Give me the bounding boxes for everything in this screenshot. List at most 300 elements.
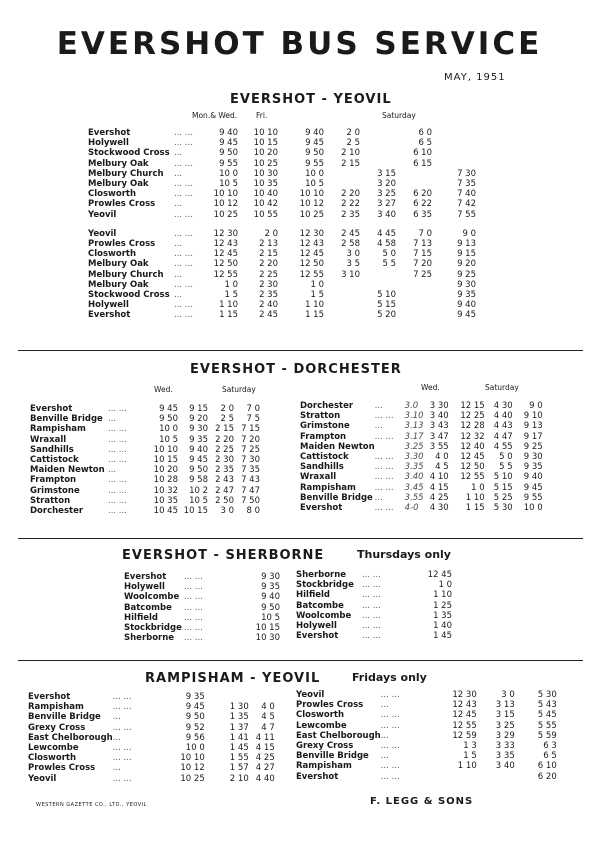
departure-time: 9 55 [523,492,543,503]
departure-time: 4 55 [493,441,513,452]
table-row [28,723,275,733]
stop-name: Stratton [300,411,341,422]
departure-time: 9 50 [261,602,280,613]
leader-dots: ... [174,199,183,210]
departure-time: 4 15 [429,482,449,493]
stop-name: Evershot [88,310,131,321]
departure-time [432,148,476,158]
leader-dots: ... ... [108,485,127,496]
departure-time: 10 42 [253,199,278,210]
departure-time: 1 35 [229,712,249,723]
departure-time: 2 0 [346,128,360,138]
departure-time: 9 45 [457,310,476,321]
departure-time: 9 35 [261,582,280,593]
table-row [296,731,557,741]
departure-time: 1 15 [465,503,485,514]
timetable-rampisham-yeovil-return [296,690,557,782]
handwritten-time: 3.55 [404,492,424,503]
stop-name: Melbury Oak [88,179,149,190]
departure-time: 3 0 [501,690,515,700]
departure-time: 2 15 [215,424,234,435]
departure-time: 12 45 [460,452,485,463]
table-row [88,259,476,269]
departure-time: 7 15 [413,249,432,260]
handwritten-time: 3.25 [404,441,424,452]
stop-name: Holywell [124,582,165,593]
departure-time: 5 45 [537,710,557,721]
table-row [28,702,275,712]
leader-dots: ... ... [174,300,193,311]
handwritten-time: 3.45 [404,482,424,493]
departure-time: 3 15 [377,168,396,179]
leader-dots: ... ... [184,612,203,623]
stop-name: Closworth [88,189,137,200]
table-row [30,435,260,445]
leader-dots: ... ... [174,228,193,239]
departure-time: 9 58 [189,475,208,486]
leader-dots: ... ... [174,128,193,138]
table-row [300,442,543,452]
table-row [88,128,476,138]
handwritten-time: 3.10 [404,411,424,422]
departure-time: 6 5 [543,751,557,762]
departure-time: 10 0 [185,743,205,754]
departure-time [396,310,432,320]
departure-time: 9 15 [189,404,208,414]
departure-time: 2 40 [259,300,278,311]
departure-time: 5 30 [493,503,513,514]
stop-name: Benville Bridge [296,751,369,762]
departure-time: 9 15 [457,249,476,260]
table-row [296,700,557,710]
departure-time: 6 5 [418,138,432,149]
stop-name: Rampisham [28,702,84,713]
table-row [124,633,280,643]
departure-time: 12 45 [452,710,477,721]
departure-time: 2 50 [215,495,234,506]
table-row [296,611,452,621]
table-row [30,486,260,496]
departure-time: 5 10 [493,472,513,483]
departure-time: 10 10 [213,189,238,200]
stop-name: Closworth [296,710,345,721]
stop-name: Closworth [28,753,77,764]
stop-name: Evershot [296,771,339,782]
stop-name: Grimstone [300,421,350,432]
leader-dots: ... ... [174,310,193,321]
departure-time: 2 5 [346,138,360,149]
table-row [28,774,275,784]
table-row [88,229,476,239]
departure-time [360,128,396,138]
departure-time: 1 5 [224,290,238,301]
departure-time: 12 45 [213,249,238,260]
departure-time: 7 40 [457,189,476,200]
departure-time [249,692,275,702]
departure-time: 10 5 [305,179,324,190]
leader-dots: ... ... [174,209,193,220]
departure-time: 1 0 [438,580,452,591]
leader-dots: ... ... [174,279,193,290]
departure-time: 3 25 [495,720,515,731]
departure-time: 10 32 [153,485,178,496]
leader-dots: ... ... [108,404,127,414]
leader-dots: ... ... [374,431,394,442]
departure-time: 10 0 [523,503,543,514]
departure-time: 2 58 [341,239,360,250]
table-row [296,741,557,751]
departure-time: 5 30 [537,690,557,700]
departure-time: 10 10 [253,128,278,138]
table-row [124,582,280,592]
departure-time [396,290,432,300]
departure-time: 3 15 [495,710,515,721]
stop-name: Stockwood Cross [88,290,170,301]
leader-dots: ... [112,732,121,743]
stop-name: Rampisham [30,424,86,435]
stop-name: Evershot [296,631,339,642]
departure-time: 1 30 [229,702,249,713]
table-row [88,179,476,189]
leader-dots: ... ... [380,710,400,721]
stop-name: Lewcombe [28,743,79,754]
departure-time: 3 40 [429,411,449,422]
departure-time: 2 43 [215,475,234,486]
departure-time: 10 0 [305,168,324,179]
leader-dots: ... ... [184,623,203,634]
departure-time: 9 30 [523,452,543,463]
leader-dots: ... [374,492,383,503]
departure-time [396,179,432,189]
departure-time: 5 15 [377,300,396,311]
departure-time: 9 35 [457,290,476,301]
departure-time: 9 0 [462,228,476,239]
table-row [30,475,260,485]
departure-time: 9 55 [305,158,324,169]
departure-time: 10 20 [153,465,178,476]
departure-time: 12 43 [299,239,324,250]
departure-time: 5 25 [493,492,513,503]
leader-dots: ... ... [374,503,394,514]
table-row [88,239,476,249]
departure-time: 4 0 [261,702,275,713]
table-row [88,280,476,290]
departure-time [396,300,432,310]
departure-time: 2 45 [341,228,360,239]
stop-name: Cattistock [300,452,349,463]
timetable-evershot-yeovil [88,128,476,321]
handwritten-time: 3.30 [404,452,424,463]
table-row [300,483,543,493]
departure-time: 2 5 [220,414,234,425]
departure-time: 7 25 [241,444,260,455]
departure-time: 3 20 [377,179,396,190]
departure-time: 1 45 [229,743,249,754]
departure-time: 1 10 [433,590,452,601]
stop-name: Woolcombe [296,610,352,621]
departure-time [324,310,360,320]
stop-name: Wraxall [300,472,337,483]
departure-time: 2 10 [229,773,249,784]
departure-time: 10 55 [253,209,278,220]
leader-dots: ... ... [112,692,132,702]
row-spacer [88,220,476,229]
departure-time: 1 37 [229,722,249,733]
departure-time: 2 35 [215,465,234,476]
departure-time: 4 7 [261,722,275,733]
departure-time: 3 0 [220,506,234,517]
stop-name: Sandhills [300,462,344,473]
table-row [88,300,476,310]
departure-time: 10 0 [159,424,178,435]
departure-time: 4 58 [377,239,396,250]
stop-name: Hilfield [124,612,159,623]
table-row [296,751,557,761]
departure-time: 9 13 [457,239,476,250]
departure-time: 5 55 [537,720,557,731]
leader-dots: ... ... [174,158,193,169]
departure-time: 10 12 [299,199,324,210]
departure-time: 3 40 [495,761,515,772]
departure-time: 1 25 [433,600,452,611]
departure-time: 9 35 [189,434,208,445]
table-row [88,199,476,209]
departure-time: 2 35 [259,290,278,301]
stop-name: Melbury Church [88,269,164,280]
leader-dots: ... ... [380,771,400,782]
stop-name: Stockbridge [296,580,354,591]
departure-time: 10 15 [253,138,278,149]
departure-time: 10 10 [180,753,205,764]
stop-name: Frampton [30,475,77,486]
departure-time: 4 5 [261,712,275,723]
departure-time [324,280,360,290]
handwritten-time: 3.13 [404,421,424,432]
departure-time: 9 50 [159,414,178,425]
departure-time: 12 59 [452,730,477,741]
stop-name: Dorchester [300,401,354,411]
timetable-evershot-dorchester-return [300,401,543,513]
leader-dots: ... [174,269,183,280]
table-row [300,503,543,513]
stop-name: Prowles Cross [296,700,364,711]
departure-time [360,138,396,148]
departure-time: 3 25 [377,189,396,200]
departure-time: 2 47 [215,485,234,496]
departure-time: 2 13 [259,239,278,250]
table-row [296,710,557,720]
table-row [124,603,280,613]
leader-dots: ... ... [108,434,127,445]
departure-time: 1 10 [219,300,238,311]
departure-time: 3 29 [495,730,515,741]
departure-time: 9 45 [523,482,543,493]
departure-time: 12 55 [460,472,485,483]
departure-time: 9 40 [219,128,238,138]
stop-name: Cattistock [30,455,79,466]
departure-time: 9 40 [305,128,324,138]
departure-time [205,692,249,702]
departure-time: 9 30 [261,572,280,582]
departure-time: 10 45 [153,506,178,517]
departure-time: 7 25 [413,269,432,280]
leader-dots: ... ... [174,249,193,260]
stop-name: Evershot [28,692,71,702]
departure-time: 12 43 [213,239,238,250]
departure-time: 10 40 [253,189,278,200]
leader-dots: ... ... [174,189,193,200]
leader-dots: ... ... [174,179,193,190]
departure-time: 3 0 [346,249,360,260]
departure-time [432,128,476,138]
section-heading-evershot-yeovil: EVERSHOT - YEOVIL [230,92,392,107]
stop-name: Evershot [30,404,73,414]
leader-dots: ... ... [112,702,132,713]
departure-time: 3 33 [495,741,515,752]
leader-dots: ... ... [380,741,400,752]
departure-time: 2 0 [264,228,278,239]
table-row [88,249,476,259]
departure-time: 10 25 [213,209,238,220]
departure-time: 12 40 [460,441,485,452]
leader-dots: ... ... [374,452,394,463]
departure-time: 10 10 [153,444,178,455]
leader-dots: ... [174,239,183,250]
departure-time: 2 20 [215,434,234,445]
departure-time: 5 5 [499,462,513,473]
departure-time: 2 20 [341,189,360,200]
departure-time: 6 10 [537,761,557,772]
departure-time: 1 5 [310,290,324,301]
departure-time [360,148,396,158]
departure-time: 10 28 [153,475,178,486]
departure-time: 1 10 [465,492,485,503]
departure-time: 1 0 [310,279,324,290]
departure-time [360,280,396,290]
table-row [300,452,543,462]
departure-time: 9 45 [189,455,208,466]
departure-time: 7 20 [241,434,260,445]
departure-time: 3 27 [377,199,396,210]
departure-time: 3 55 [429,441,449,452]
timetable-evershot-sherborne-return [296,570,452,641]
departure-time: 3 10 [341,269,360,280]
section-note-thursdays: Thursdays only [357,548,451,561]
departure-time: 1 35 [433,610,452,621]
departure-time: 4 30 [493,401,513,411]
stop-name: Rampisham [296,761,352,772]
departure-time: 1 10 [457,761,477,772]
stop-name: Frampton [300,431,347,442]
section-heading-evershot-sherborne: EVERSHOT - SHERBORNE [122,548,325,563]
stop-name: Prowles Cross [88,199,156,210]
stop-name: Maiden Newton [300,441,375,452]
departure-time: 9 20 [189,414,208,425]
departure-time: 1 0 [471,482,485,493]
printer-imprint: WESTERN GAZETTE CO., LTD., YEOVIL [36,802,147,808]
stop-name: Melbury Church [88,168,164,179]
departure-time: 9 50 [189,465,208,476]
departure-time: 3 47 [429,431,449,442]
leader-dots: ... [374,421,383,432]
leader-dots: ... [112,763,121,774]
departure-time: 6 15 [413,158,432,169]
departure-time [324,169,360,179]
leader-dots: ... ... [108,495,127,506]
stop-name: Maiden Newton [30,465,105,476]
section-heading-evershot-dorchester: EVERSHOT - DORCHESTER [190,362,402,377]
departure-time: 10 15 [255,623,280,634]
leader-dots: ... [380,700,389,711]
departure-time: 9 52 [185,722,205,733]
departure-time: 10 5 [159,434,178,445]
departure-time: 9 20 [457,259,476,270]
stop-name: Stockwood Cross [88,148,170,159]
departure-time [432,138,476,148]
departure-time: 12 30 [452,690,477,700]
handwritten-time: 3.17 [404,431,424,442]
table-row [296,761,557,771]
timetable-evershot-sherborne-out [124,572,280,643]
leader-dots: ... ... [184,602,203,613]
departure-time: 5 20 [377,310,396,321]
departure-time: 6 22 [413,199,432,210]
leader-dots: ... ... [374,462,394,473]
departure-time: 6 10 [413,148,432,159]
departure-time: 2 30 [259,279,278,290]
departure-time: 12 30 [299,228,324,239]
departure-time: 7 30 [241,455,260,466]
departure-time: 12 43 [452,700,477,711]
section-divider [18,350,583,351]
leader-dots: ... ... [362,631,381,642]
stop-name: Batcombe [296,600,344,611]
departure-time: 10 12 [213,199,238,210]
departure-time: 6 35 [413,209,432,220]
col-header-saturday-left: Saturday [222,385,256,394]
table-row [88,138,476,148]
departure-time: 12 32 [460,431,485,442]
departure-time [441,772,477,782]
section-heading-rampisham-yeovil: RAMPISHAM - YEOVIL [145,671,321,686]
table-row [296,621,452,631]
table-row [300,493,543,503]
departure-time: 2 20 [259,259,278,270]
departure-time: 1 0 [224,279,238,290]
departure-time: 7 42 [457,199,476,210]
departure-time: 4 40 [255,773,275,784]
departure-time: 1 10 [305,300,324,311]
departure-time [396,169,432,179]
leader-dots: ... ... [184,592,203,603]
departure-time: 2 25 [215,444,234,455]
table-row [300,462,543,472]
table-row [300,432,543,442]
departure-time: 9 50 [305,148,324,159]
departure-time: 2 0 [220,404,234,414]
departure-time: 2 15 [341,158,360,169]
departure-time: 7 20 [413,259,432,270]
departure-time: 4 25 [255,753,275,764]
leader-dots: ... ... [112,722,132,733]
leader-dots: ... ... [174,259,193,270]
departure-time: 9 45 [305,138,324,149]
departure-time: 1 5 [463,751,477,762]
table-row [300,411,543,421]
stop-name: Dorchester [30,506,84,517]
table-row [28,743,275,753]
departure-time: 10 25 [180,773,205,784]
